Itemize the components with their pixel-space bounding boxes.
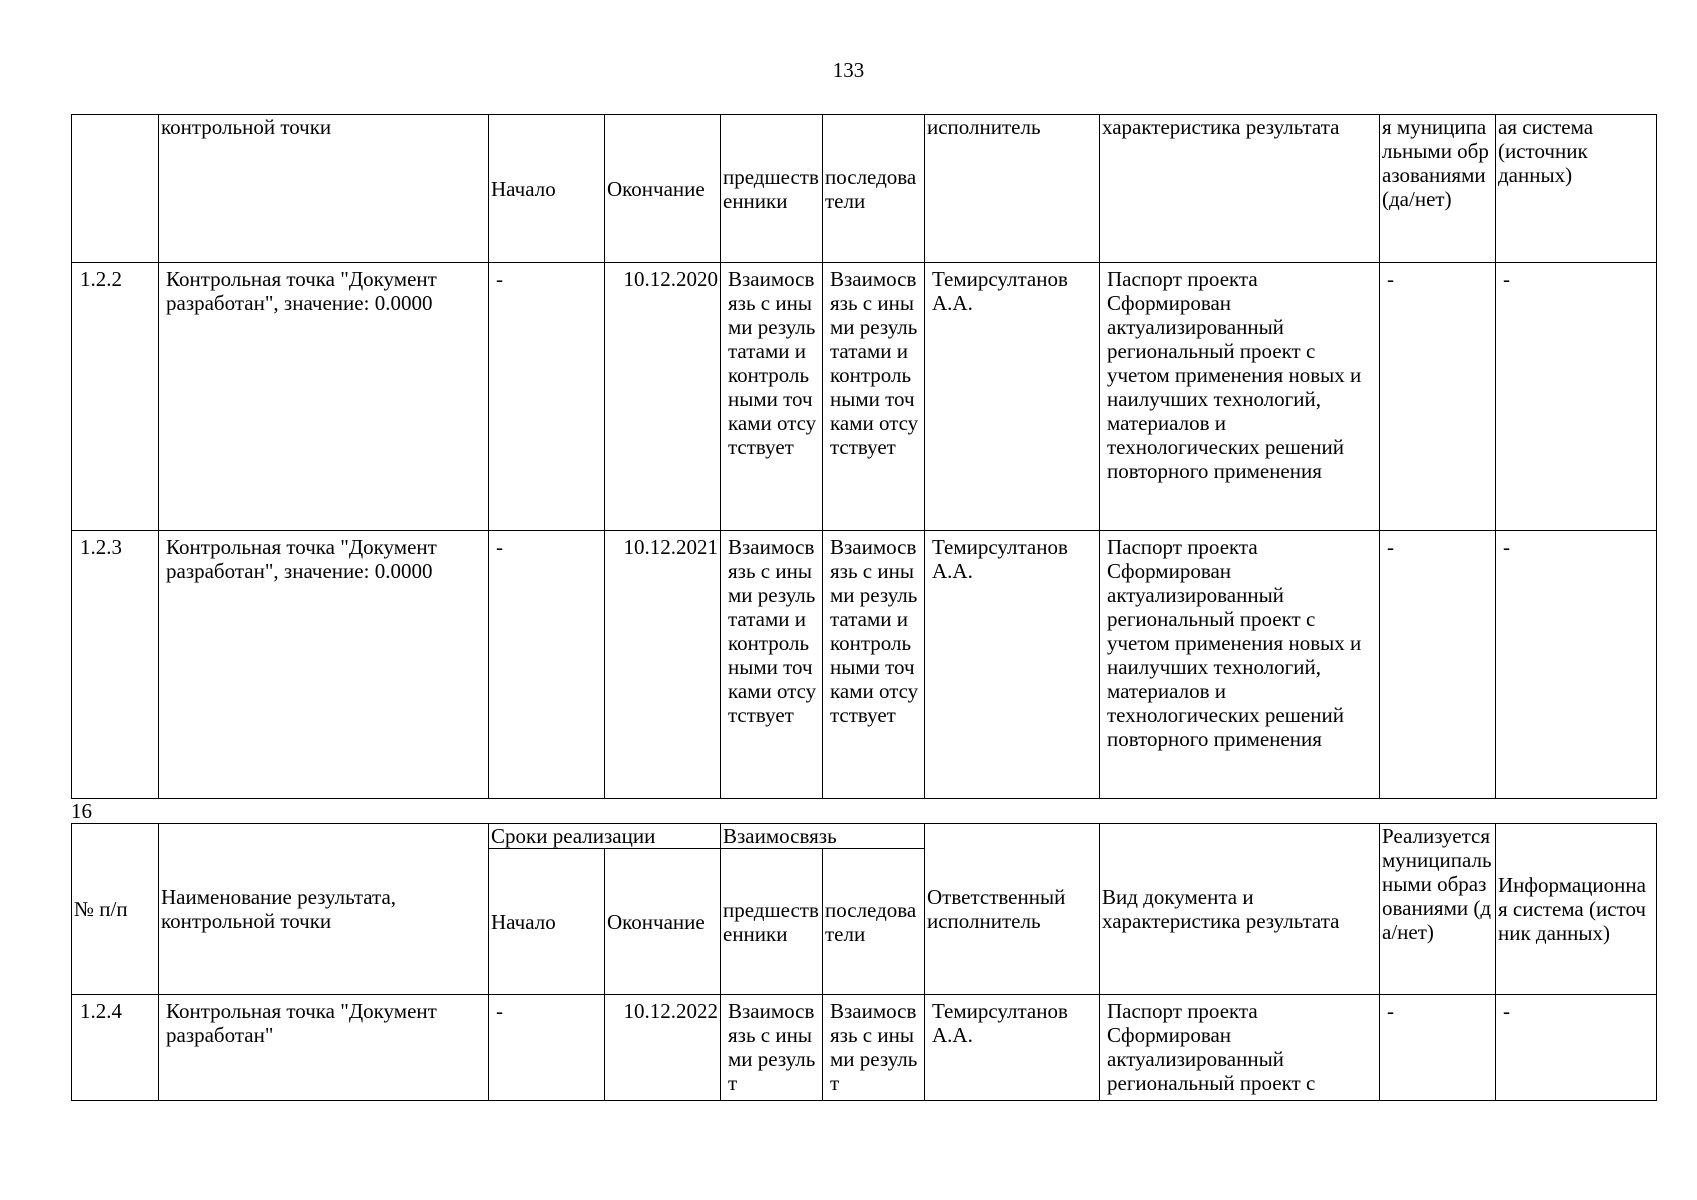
row-end: 10.12.2020 xyxy=(605,263,721,531)
results-table-continued xyxy=(71,114,1657,799)
row-num: 1.2.4 xyxy=(72,995,159,1101)
header-predecessors: предшественники xyxy=(721,849,823,995)
header-name: Наименование результата, контрольной точки xyxy=(159,824,489,995)
row-document: Паспорт проекта Сформирован актуализированный региональный проект с учетом применения новых и наилучших технологий, материалов и технологических решений повторного применения xyxy=(1100,263,1380,531)
row-responsible: Темирсултанов А.А. xyxy=(925,995,1100,1101)
table-header-row xyxy=(72,115,1657,263)
header-successors: последователи xyxy=(823,115,925,263)
row-end: 10.12.2021 xyxy=(605,531,721,799)
row-document: Паспорт проекта Сформирован актуализированный региональный проект с xyxy=(1100,995,1380,1101)
header-document: Вид документа и характеристика результата xyxy=(1100,824,1380,995)
row-info-system: - xyxy=(1496,995,1657,1101)
header-timeline-group: Сроки реализации xyxy=(489,824,721,849)
row-successors: Взаимосвязь с иными результатами и контрольными точками отсутствует xyxy=(823,263,925,531)
row-name: Контрольная точка "Документ разработан", значение: 0.0000 xyxy=(159,531,489,799)
row-predecessors: Взаимосвязь с иными результатами и контрольными точками отсутствует xyxy=(721,531,823,799)
row-municipal: - xyxy=(1380,995,1496,1101)
header-responsible: исполнитель xyxy=(925,115,1100,263)
header-end: Окончание xyxy=(605,115,721,263)
header-start: Начало xyxy=(489,115,605,263)
table-row xyxy=(72,995,1657,1101)
page-number: 133 xyxy=(832,58,865,82)
header-successors: последователи xyxy=(823,849,925,995)
header-document: характеристика результата xyxy=(1100,115,1380,263)
header-link-group: Взаимосвязь xyxy=(721,824,925,849)
header-name: контрольной точки xyxy=(159,115,489,263)
header-end: Окончание xyxy=(605,849,721,995)
row-info-system: - xyxy=(1496,263,1657,531)
row-document: Паспорт проекта Сформирован актуализированный региональный проект с учетом применения новых и наилучших технологий, материалов и технологических решений повторного применения xyxy=(1100,531,1380,799)
row-end: 10.12.2022 xyxy=(605,995,721,1101)
row-start: - xyxy=(489,995,605,1101)
table-label: 16 xyxy=(71,799,92,823)
header-info-system: ая система (источник данных) xyxy=(1496,115,1657,263)
row-name: Контрольная точка "Документ разработан" xyxy=(159,995,489,1101)
header-start: Начало xyxy=(489,849,605,995)
table-row xyxy=(72,263,1657,531)
row-successors: Взаимосвязь с иными результ xyxy=(823,995,925,1101)
row-num: 1.2.3 xyxy=(72,531,159,799)
row-responsible: Темирсултанов А.А. xyxy=(925,531,1100,799)
header-municipal: я муниципальными образованиями (да/нет) xyxy=(1380,115,1496,263)
table-row xyxy=(72,531,1657,799)
header-info-system: Информационная система (источник данных) xyxy=(1496,824,1657,995)
row-predecessors: Взаимосвязь с иными результатами и контрольными точками отсутствует xyxy=(721,263,823,531)
row-name: Контрольная точка "Документ разработан", значение: 0.0000 xyxy=(159,263,489,531)
row-num: 1.2.2 xyxy=(72,263,159,531)
row-start: - xyxy=(489,531,605,799)
header-responsible: Ответственный исполнитель xyxy=(925,824,1100,995)
row-info-system: - xyxy=(1496,531,1657,799)
header-predecessors: предшественники xyxy=(721,115,823,263)
header-num: № п/п xyxy=(72,824,159,995)
table-header-group-row xyxy=(72,824,1657,849)
row-start: - xyxy=(489,263,605,531)
row-predecessors: Взаимосвязь с иными результ xyxy=(721,995,823,1101)
header-num xyxy=(72,115,159,263)
header-municipal: Реализуется муниципальными образованиями (да/нет) xyxy=(1380,824,1496,995)
row-successors: Взаимосвязь с иными результатами и контрольными точками отсутствует xyxy=(823,531,925,799)
results-table xyxy=(71,823,1657,1101)
row-responsible: Темирсултанов А.А. xyxy=(925,263,1100,531)
row-municipal: - xyxy=(1380,263,1496,531)
row-municipal: - xyxy=(1380,531,1496,799)
